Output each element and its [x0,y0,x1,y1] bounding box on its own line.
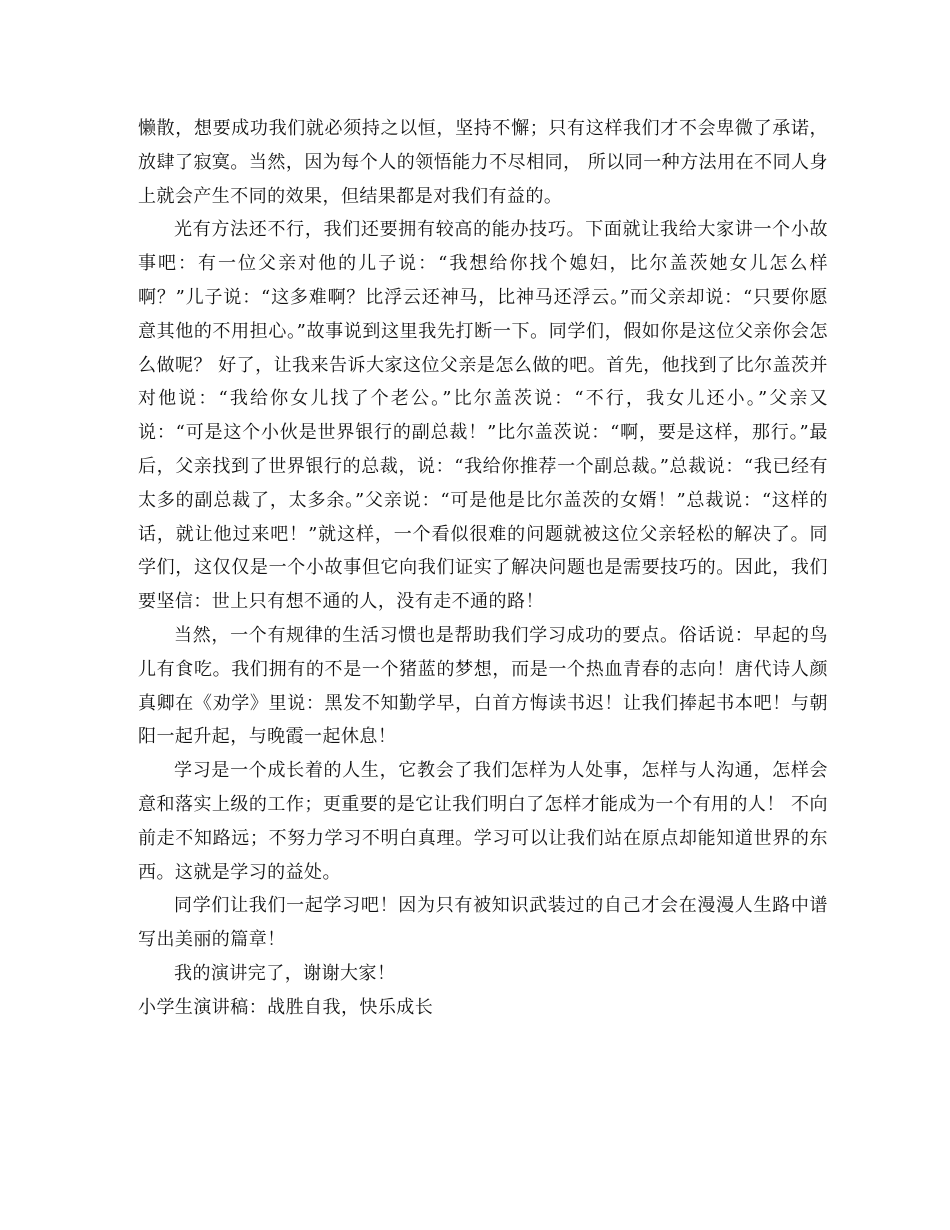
paragraph-closing: 我的演讲完了，谢谢大家！ [174,962,396,984]
paragraph-skills-story: 光有方法还不行，我们还要拥有较高的能办技巧。下面就让我给大家讲一个小故事吧：有一位父亲对他的儿子说：“我想给你找个媳妇，比尔盖茨她女儿怎么样啊？”儿子说：“这多难啊？比浮云还神马，比神马还浮云。”而父亲却说：“只要你愿意其他的不用担心。”故事说到这里我先打断一下。同学们，假如你是这位父亲你会怎么做呢？ 好了，让我来告诉大家这位父亲是怎么做的吧。首先，他找到了比尔盖茨并对他说：“我给你女儿找了个老公。”比尔盖茨说：“不行，我女儿还小。”父亲又说：“可是这个小伙是世界银行的副总裁！”比尔盖茨说：“啊，要是这样，那行。”最后，父亲找到了世界银行的总裁，说：“我给你推荐一个副总裁。”总裁说：“我已经有太多的副总裁了，太多余。”父亲说：“可是他是比尔盖茨的女婿！”总裁说：“这样的话，就让他过来吧！”就这样，一个看似很难的问题就被这位父亲轻松的解决了。同学们，这仅仅是一个小故事但它向我们证实了解决问题也是需要技巧的。因此，我们要坚信：世上只有想不通的人，没有走不通的路！ [138,219,828,613]
paragraph-call-to-learn: 同学们让我们一起学习吧！因为只有被知识武装过的自己才会在漫漫人生路中谱写出美丽的篇章！ [138,895,828,951]
next-speech-title: 小学生演讲稿：战胜自我，快乐成长 [138,996,434,1018]
document-body [138,112,828,1025]
paragraph-continuation: 懒散，想要成功我们就必须持之以恒，坚持不懈；只有这样我们才不会卑微了承诺，放肆了寂寞。当然，因为每个人的领悟能力不尽相同， 所以同一种方法用在不同人身上就会产生不同的效果，但结果都是对我们有益的。 [138,118,828,207]
paragraph-learning-growth: 学习是一个成长着的人生，它教会了我们怎样为人处事，怎样与人沟通，怎样会意和落实上级的工作；更重要的是它让我们明白了怎样才能成为一个有用的人！ 不向前走不知路远；不努力学习不明白真理。学习可以让我们站在原点却能知道世界的东西。这就是学习的益处。 [138,760,828,883]
paragraph-habits: 当然，一个有规律的生活习惯也是帮助我们学习成功的要点。俗话说：早起的鸟儿有食吃。我们拥有的不是一个猪蓝的梦想，而是一个热血青春的志向！唐代诗人颜真卿在《劝学》里说：黑发不知勤学早，白首方悔读书迟！让我们捧起书本吧！与朝阳一起升起，与晚霞一起休息！ [138,624,828,748]
